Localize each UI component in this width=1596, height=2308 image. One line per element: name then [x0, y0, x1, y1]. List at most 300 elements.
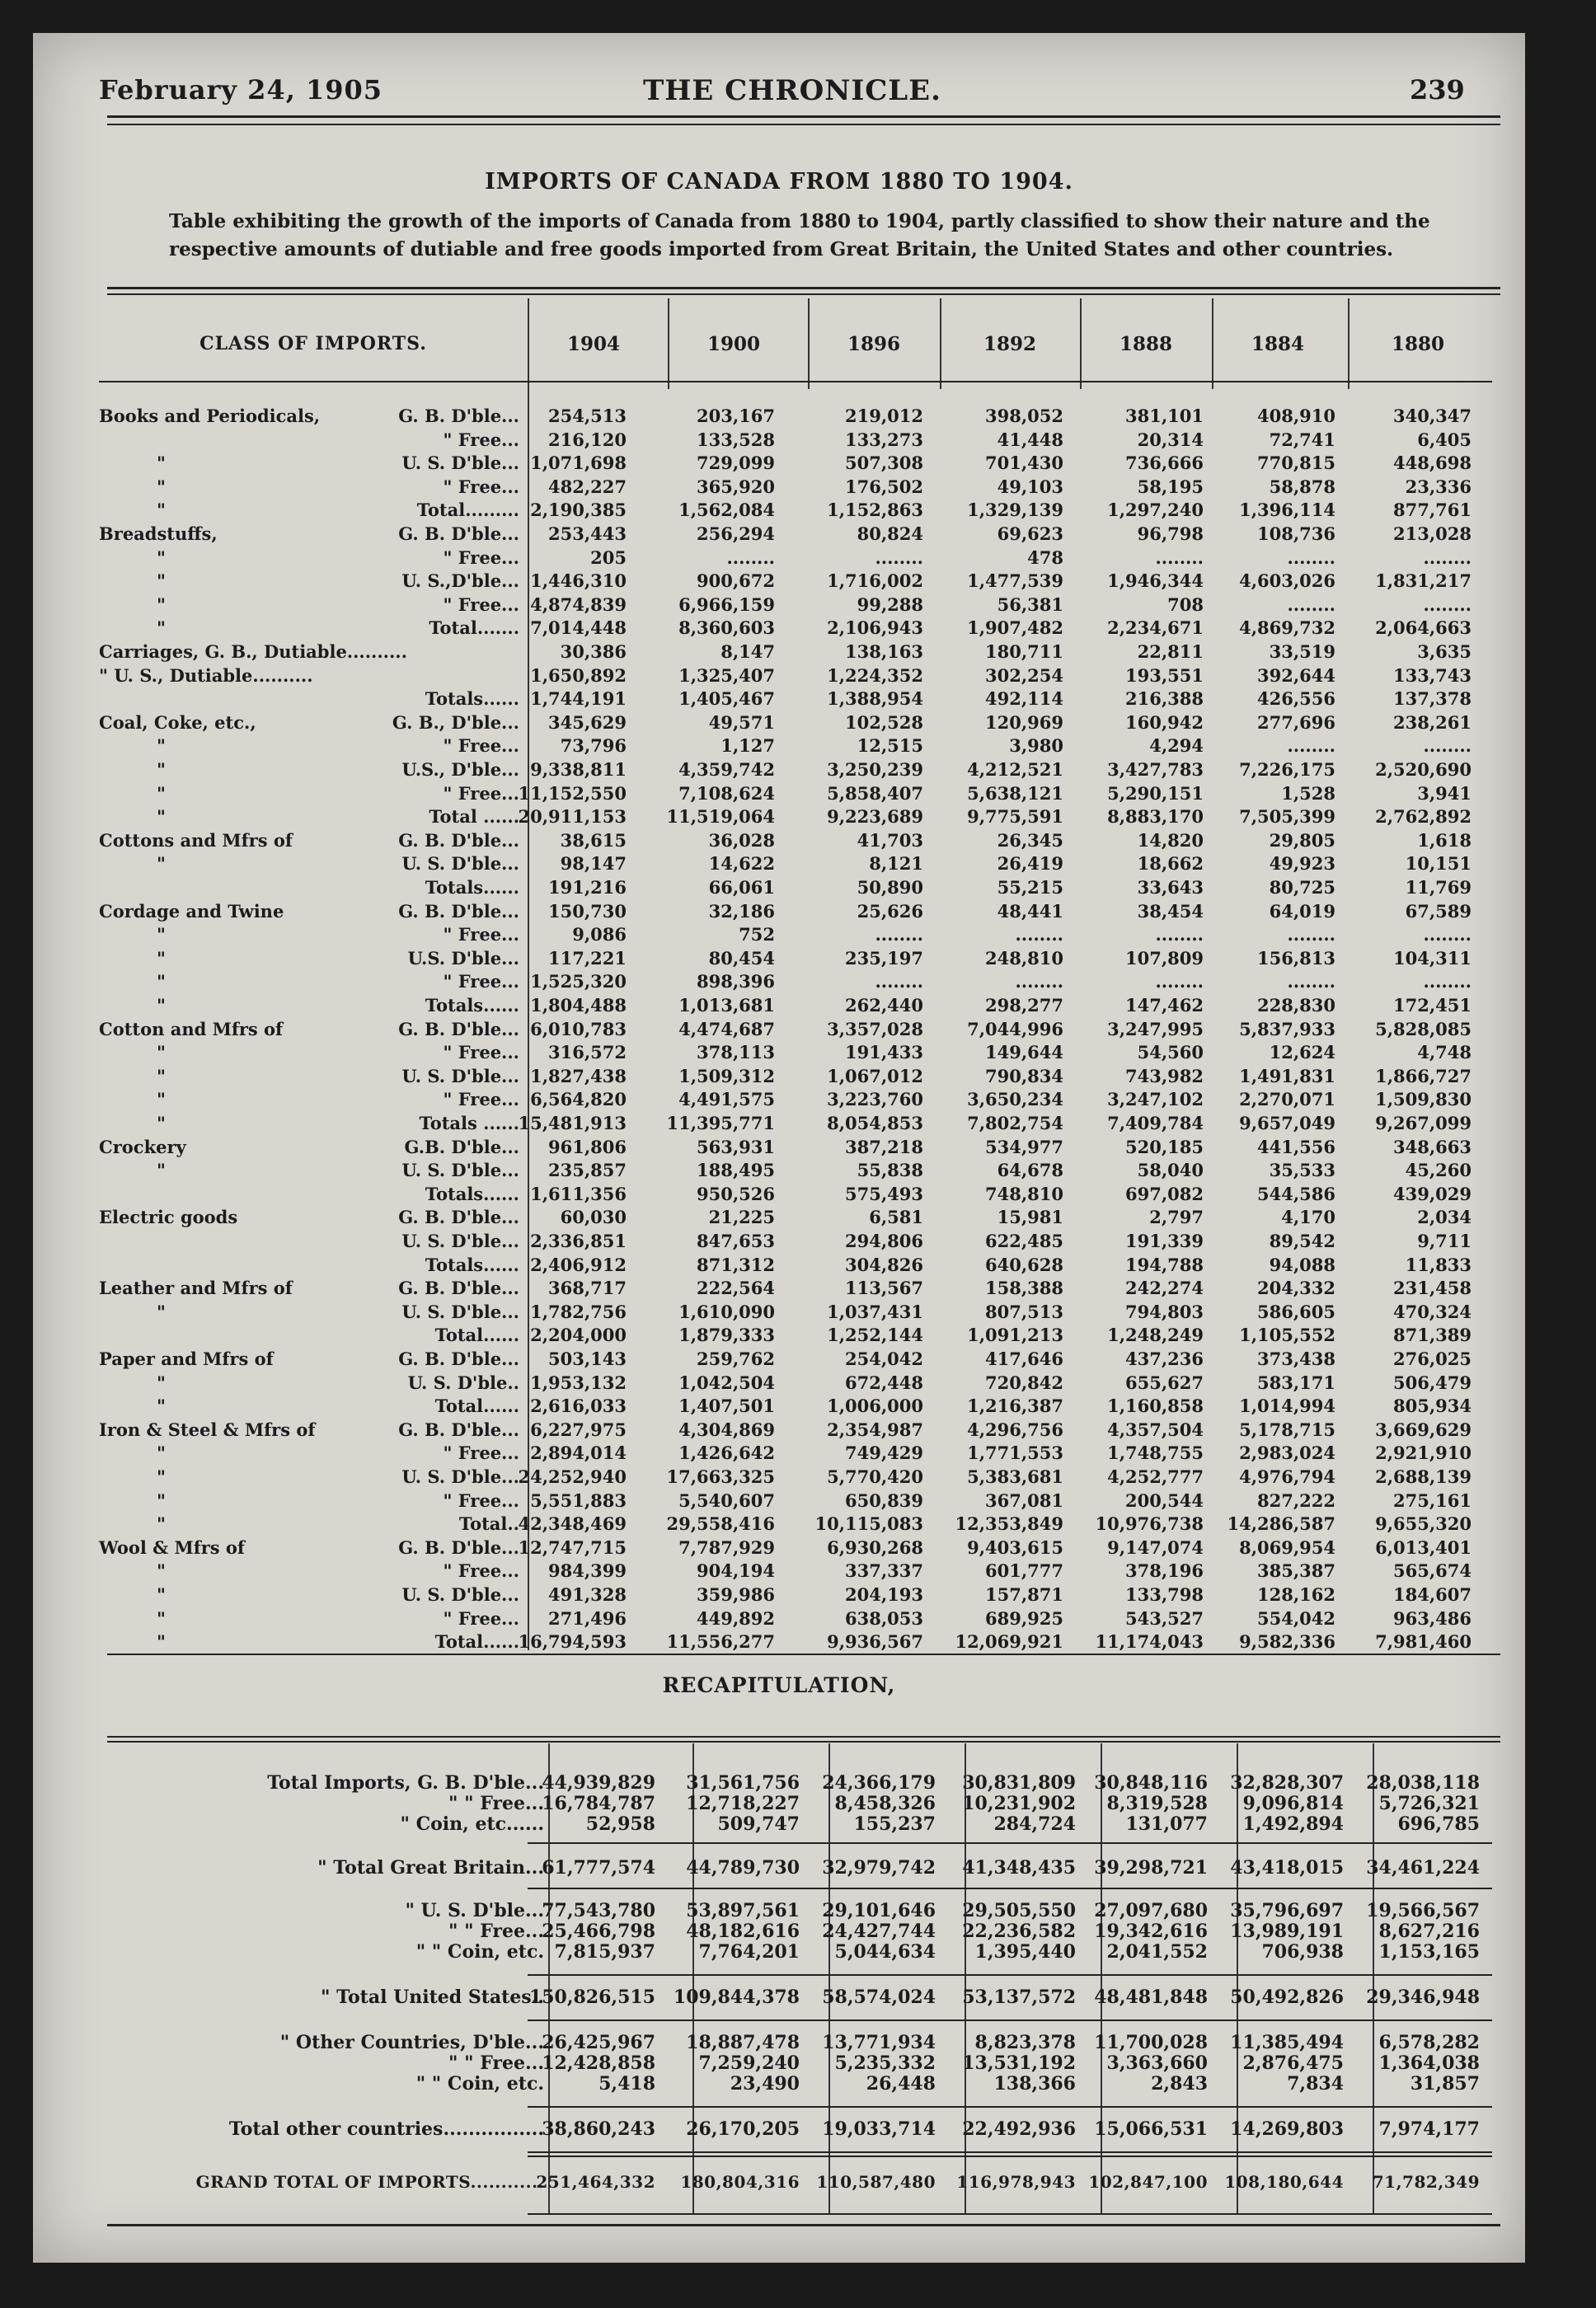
cell-1880: 439,029: [1393, 1183, 1472, 1204]
table-row: [99, 735, 1492, 758]
recap-cell-1880: 29,346,948: [1366, 1987, 1480, 2008]
cell-1880: 23,336: [1405, 476, 1472, 497]
cell-1884: 586,605: [1257, 1301, 1335, 1322]
row-sub-label: G. B. D'ble...: [398, 1278, 519, 1299]
recap-row-rule: [528, 2151, 1492, 2153]
cell-1888: ........: [1155, 547, 1204, 568]
row-class-label: ": [157, 1560, 166, 1582]
cell-1888: 33,643: [1137, 877, 1204, 898]
row-class-label: Paper and Mfrs of: [99, 1349, 274, 1369]
cell-1904: 5,551,883: [530, 1489, 627, 1511]
row-sub-label: U. S. D'ble...: [401, 1160, 519, 1181]
cell-1904: 205: [590, 547, 627, 568]
recap-cell-1896: 58,574,024: [822, 1987, 936, 2008]
recap-row-rule: [528, 1888, 1492, 1889]
cell-1884: ........: [1287, 593, 1335, 615]
cell-1888: 3,427,783: [1107, 759, 1204, 780]
recap-cell-1884: 11,385,494: [1230, 2032, 1344, 2053]
cell-1904: 24,252,940: [518, 1466, 627, 1487]
cell-1892: 56,381: [997, 593, 1063, 615]
table-row: [99, 1490, 1492, 1513]
cell-1904: 20,911,153: [518, 806, 627, 828]
row-sub-label: Totals......: [425, 688, 519, 710]
cell-1884: 385,387: [1257, 1560, 1335, 1582]
cell-1892: 12,353,849: [955, 1513, 1063, 1535]
cell-1880: 2,688,139: [1375, 1466, 1472, 1487]
cell-1884: 5,837,933: [1239, 1018, 1335, 1039]
row-class-label: Cottons and Mfrs of: [99, 829, 293, 851]
cell-1884: 80,725: [1269, 877, 1335, 898]
cell-1896: 2,354,987: [827, 1419, 923, 1440]
cell-1904: 1,953,132: [530, 1372, 627, 1393]
cell-1888: 1,248,249: [1107, 1325, 1204, 1346]
cell-1900: 188,495: [697, 1160, 775, 1181]
cell-1904: 4,874,839: [530, 593, 627, 615]
recap-cell-1884: 9,096,814: [1242, 1793, 1344, 1814]
recap-cell-1900: 180,804,316: [680, 2172, 800, 2192]
cell-1904: 1,071,698: [530, 453, 627, 474]
recap-row-label: " " Coin, etc.: [415, 2073, 544, 2095]
cell-1880: 1,866,727: [1375, 1065, 1472, 1086]
row-class-label: Breadstuffs,: [99, 523, 218, 544]
cell-1892: 701,430: [985, 453, 1063, 474]
recap-cell-1896: 5,044,634: [834, 1941, 936, 1963]
recap-row-label: " Coin, etc......: [400, 1813, 544, 1835]
cell-1896: 219,012: [845, 406, 923, 426]
cell-1892: 601,777: [985, 1560, 1063, 1582]
cell-1880: 2,762,892: [1375, 806, 1472, 828]
recap-cell-1904: 12,428,858: [542, 2052, 655, 2074]
recap-row-label: " " Free...: [448, 2052, 544, 2074]
recap-table: [99, 1743, 1492, 2238]
cell-1900: 7,108,624: [678, 782, 775, 804]
cell-1896: 5,770,420: [827, 1466, 923, 1487]
table-row: [99, 1372, 1492, 1396]
recap-cell-1888: 131,077: [1125, 1813, 1208, 1835]
recap-cell-1892: 22,492,936: [962, 2118, 1076, 2140]
row-class-label: ": [157, 617, 166, 639]
cell-1896: 102,528: [845, 711, 923, 733]
cell-1880: 2,921,910: [1375, 1442, 1472, 1464]
row-sub-label: " Free...: [443, 547, 519, 568]
cell-1884: 9,657,049: [1239, 1113, 1335, 1133]
cell-1904: 254,513: [548, 406, 627, 426]
cell-1904: 98,147: [560, 853, 627, 875]
cell-1904: 11,152,550: [518, 782, 627, 804]
cell-1904: 1,446,310: [530, 570, 627, 592]
recap-cell-1896: 24,427,744: [822, 1921, 936, 1942]
table-row: [99, 594, 1492, 617]
row-sub-label: G. B. D'ble...: [398, 523, 519, 544]
cell-1900: ........: [726, 547, 775, 568]
cell-1904: 1,744,191: [530, 688, 627, 710]
cell-1884: 1,396,114: [1239, 500, 1335, 521]
table-row: [99, 1466, 1492, 1489]
row-sub-label: G. B. D'ble...: [398, 1419, 519, 1440]
row-sub-label: Total.......: [429, 617, 519, 639]
publication-title: THE CHRONICLE.: [643, 74, 941, 107]
cell-1884: 4,869,732: [1239, 617, 1335, 639]
cell-1884: 392,644: [1257, 664, 1335, 686]
cell-1888: 743,982: [1125, 1065, 1204, 1086]
row-sub-label: " Free...: [443, 971, 519, 992]
cell-1896: 133,273: [845, 429, 923, 450]
cell-1896: 749,429: [845, 1442, 923, 1464]
recap-cell-1884: 108,180,644: [1224, 2172, 1344, 2192]
cell-1884: 58,878: [1269, 476, 1335, 497]
cell-1904: 961,806: [548, 1136, 627, 1157]
recap-cell-1892: 53,137,572: [962, 1987, 1076, 2008]
row-sub-label: Totals......: [425, 995, 519, 1016]
row-class-label: ": [157, 1042, 166, 1063]
cell-1904: 1,804,488: [530, 995, 627, 1016]
cell-1880: ........: [1423, 547, 1472, 568]
cell-1904: 491,328: [548, 1584, 627, 1605]
row-sub-label: U. S. D'ble...: [401, 853, 519, 875]
class-of-imports-header: CLASS OF IMPORTS.: [200, 333, 427, 354]
cell-1888: 193,551: [1125, 664, 1204, 686]
table-row: [99, 759, 1492, 782]
cell-1900: 1,042,504: [678, 1372, 775, 1393]
cell-1900: 133,528: [697, 429, 775, 450]
table-row: [99, 1184, 1492, 1207]
cell-1888: 1,748,755: [1107, 1442, 1204, 1464]
cell-1900: 1,610,090: [678, 1301, 775, 1322]
cell-1880: 3,635: [1417, 641, 1472, 662]
cell-1896: 575,493: [845, 1183, 923, 1204]
row-sub-label: U.S., D'ble...: [401, 759, 519, 780]
cell-1900: 1,426,642: [678, 1442, 775, 1464]
table-row: [99, 1019, 1492, 1042]
column-divider: [1080, 298, 1082, 389]
cell-1884: ........: [1287, 735, 1335, 757]
cell-1888: 147,462: [1125, 995, 1204, 1016]
cell-1892: 367,081: [985, 1489, 1063, 1511]
cell-1892: 248,810: [985, 947, 1063, 969]
cell-1896: 204,193: [845, 1584, 923, 1605]
recap-cell-1892: 8,823,378: [974, 2032, 1076, 2053]
row-class-label: ": [157, 1396, 166, 1417]
cell-1900: 5,540,607: [678, 1489, 775, 1511]
cell-1900: 847,653: [697, 1231, 775, 1251]
cell-1880: 213,028: [1393, 523, 1472, 544]
recap-cell-1904: 7,815,937: [554, 1941, 655, 1963]
cell-1888: 54,560: [1137, 1042, 1204, 1063]
cell-1880: 133,743: [1393, 664, 1472, 686]
cell-1888: 14,820: [1137, 829, 1204, 851]
cell-1904: 191,216: [548, 877, 627, 898]
row-class-label: ": [157, 1113, 166, 1133]
recap-cell-1884: 7,834: [1287, 2073, 1344, 2095]
cell-1880: 9,655,320: [1375, 1513, 1472, 1535]
table-row: [99, 1113, 1492, 1136]
recap-cell-1904: 52,958: [585, 1813, 655, 1835]
row-class-label: Leather and Mfrs of: [99, 1278, 293, 1299]
cell-1904: 316,572: [548, 1042, 627, 1063]
cell-1884: 2,270,071: [1239, 1089, 1335, 1110]
recap-cell-1904: 38,860,243: [542, 2118, 655, 2140]
row-sub-label: G. B. D'ble...: [398, 829, 519, 851]
cell-1896: 3,357,028: [827, 1018, 923, 1039]
table-row: [99, 1160, 1492, 1183]
cell-1904: 503,143: [548, 1349, 627, 1369]
cell-1880: ........: [1423, 735, 1472, 757]
cell-1900: 4,491,575: [678, 1089, 775, 1110]
row-class-label: ": [157, 593, 166, 615]
cell-1896: 12,515: [857, 735, 923, 757]
cell-1900: 1,879,333: [678, 1325, 775, 1346]
recap-cell-1884: 1,492,894: [1242, 1813, 1344, 1835]
cell-1888: 3,247,102: [1107, 1089, 1204, 1110]
recap-cell-1896: 155,237: [853, 1813, 936, 1835]
cell-1904: 9,338,811: [530, 759, 627, 780]
row-sub-label: U.S. D'ble...: [407, 947, 519, 969]
cell-1892: 689,925: [985, 1607, 1063, 1629]
table-row: [99, 1089, 1492, 1112]
table-row: [99, 1442, 1492, 1466]
table-top-rule: [107, 287, 1500, 289]
recap-cell-1884: 2,876,475: [1242, 2052, 1344, 2074]
cell-1892: 790,834: [985, 1065, 1063, 1086]
cell-1892: 64,678: [997, 1160, 1063, 1181]
recap-cell-1900: 12,718,227: [686, 1793, 800, 1814]
cell-1888: 160,942: [1125, 711, 1204, 733]
table-row: [99, 453, 1492, 476]
recap-cell-1888: 19,342,616: [1094, 1921, 1208, 1942]
cell-1884: 14,286,587: [1227, 1513, 1335, 1535]
cell-1896: 387,218: [845, 1136, 923, 1157]
recap-cell-1892: 116,978,943: [956, 2172, 1076, 2192]
cell-1888: 4,357,504: [1107, 1419, 1204, 1440]
header-rule-thin: [107, 124, 1500, 125]
recap-cell-1904: 26,425,967: [542, 2032, 655, 2053]
row-sub-label: G. B. D'ble...: [398, 1018, 519, 1039]
cell-1900: 1,405,467: [678, 688, 775, 710]
cell-1904: 60,030: [560, 1207, 627, 1228]
cell-1880: 470,324: [1393, 1301, 1472, 1322]
table-row: [99, 406, 1492, 429]
year-header-1888: 1888: [1119, 333, 1172, 355]
cell-1884: 12,624: [1269, 1042, 1335, 1063]
row-sub-label: G. B., D'ble...: [392, 711, 519, 733]
cell-1892: ........: [1015, 971, 1063, 992]
cell-1896: 254,042: [845, 1349, 923, 1369]
recap-row-label: " Total United States..: [321, 1987, 544, 2008]
cell-1896: ........: [875, 971, 923, 992]
cell-1880: 3,669,629: [1375, 1419, 1472, 1440]
cell-1888: ........: [1155, 971, 1204, 992]
row-sub-label: G. B. D'ble...: [398, 1207, 519, 1228]
cell-1900: 449,892: [697, 1607, 775, 1629]
row-class-label: ": [157, 924, 166, 945]
cell-1896: 6,581: [869, 1207, 923, 1228]
cell-1892: 1,216,387: [967, 1396, 1063, 1417]
recap-row-label: " " Coin, etc.: [415, 1941, 544, 1963]
cell-1888: 22,811: [1137, 641, 1204, 662]
recap-cell-1892: 284,724: [993, 1813, 1076, 1835]
recap-cell-1904: 77,543,780: [542, 1900, 655, 1921]
cell-1900: 21,225: [708, 1207, 775, 1228]
row-class-label: ": [157, 476, 166, 497]
cell-1884: 277,696: [1257, 711, 1335, 733]
cell-1888: 378,196: [1125, 1560, 1204, 1582]
cell-1880: 1,831,217: [1375, 570, 1472, 592]
cell-1888: 58,195: [1137, 476, 1204, 497]
row-class-label: ": [157, 1160, 166, 1181]
cell-1892: 622,485: [985, 1231, 1063, 1251]
cell-1888: 381,101: [1125, 406, 1204, 426]
cell-1892: 3,980: [1009, 735, 1063, 757]
recap-cell-1896: 5,235,332: [834, 2052, 936, 2074]
recap-cell-1880: 1,364,038: [1378, 2052, 1480, 2074]
cell-1892: 120,969: [985, 711, 1063, 733]
cell-1896: 1,006,000: [827, 1396, 923, 1417]
cell-1892: 9,403,615: [967, 1536, 1063, 1558]
cell-1880: 348,663: [1393, 1136, 1472, 1157]
cell-1896: 5,858,407: [827, 782, 923, 804]
recap-cell-1896: 19,033,714: [822, 2118, 936, 2140]
cell-1900: 49,571: [708, 711, 775, 733]
cell-1884: 33,519: [1269, 641, 1335, 662]
row-sub-label: G. B. D'ble...: [398, 406, 519, 426]
cell-1888: 794,803: [1125, 1301, 1204, 1322]
cell-1884: ........: [1287, 971, 1335, 992]
cell-1888: 58,040: [1137, 1160, 1204, 1181]
cell-1884: 426,556: [1257, 688, 1335, 710]
cell-1892: 9,775,591: [967, 806, 1063, 828]
cell-1892: 478: [1027, 547, 1063, 568]
row-class-label: ": [157, 1466, 166, 1487]
year-header-1892: 1892: [983, 333, 1036, 355]
cell-1880: 340,347: [1393, 406, 1472, 426]
recap-cell-1880: 71,782,349: [1372, 2172, 1480, 2192]
cell-1884: 408,910: [1257, 406, 1335, 426]
recap-cell-1880: 31,857: [1410, 2073, 1480, 2095]
table-row: [99, 1537, 1492, 1560]
row-class-label: Crockery: [99, 1136, 186, 1157]
cell-1888: 655,627: [1125, 1372, 1204, 1393]
recap-cell-1904: 61,777,574: [542, 1857, 655, 1879]
cell-1904: 73,796: [560, 735, 627, 757]
cell-1888: 543,527: [1125, 1607, 1204, 1629]
recap-row-label: Total other countries................: [228, 2118, 544, 2140]
recap-cell-1880: 6,578,282: [1378, 2032, 1480, 2053]
cell-1900: 900,672: [697, 570, 775, 592]
cell-1896: 9,223,689: [827, 806, 923, 828]
cell-1904: 117,221: [548, 947, 627, 969]
recap-top-rule: [107, 1736, 1500, 1738]
row-class-label: Books and Periodicals,: [99, 406, 321, 426]
year-header-1904: 1904: [566, 333, 620, 355]
row-class-label: Cordage and Twine: [99, 900, 284, 922]
cell-1900: 256,294: [697, 523, 775, 544]
cell-1884: ........: [1287, 547, 1335, 568]
table-row: [99, 665, 1492, 688]
cell-1900: 222,564: [697, 1278, 775, 1299]
cell-1896: 80,824: [857, 523, 923, 544]
table-row: [99, 948, 1492, 971]
table-row: [99, 617, 1492, 640]
cell-1900: 1,407,501: [678, 1396, 775, 1417]
cell-1900: 359,986: [697, 1584, 775, 1605]
row-sub-label: Total..: [458, 1513, 519, 1535]
page-number: 239: [1410, 74, 1465, 106]
cell-1900: 871,312: [697, 1254, 775, 1275]
recap-cell-1900: 7,764,201: [698, 1941, 800, 1963]
cell-1900: 66,061: [708, 877, 775, 898]
cell-1880: 565,674: [1393, 1560, 1472, 1582]
recap-cell-1880: 7,974,177: [1378, 2118, 1480, 2140]
cell-1896: 25,626: [857, 900, 923, 922]
cell-1904: 368,717: [548, 1278, 627, 1299]
cell-1904: 15,481,913: [518, 1113, 627, 1133]
recap-cell-1900: 31,561,756: [686, 1772, 800, 1794]
cell-1896: 638,053: [845, 1607, 923, 1629]
table-row: [99, 853, 1492, 876]
cell-1892: 640,628: [985, 1254, 1063, 1275]
cell-1896: 507,308: [845, 453, 923, 474]
recap-cell-1892: 10,231,902: [962, 1793, 1076, 1814]
table-row: [99, 1560, 1492, 1583]
cell-1896: 191,433: [845, 1042, 923, 1063]
cell-1892: 4,212,521: [967, 759, 1063, 780]
table-row: [99, 783, 1492, 806]
recap-row-label: " " Free...: [448, 1921, 544, 1942]
cell-1904: 6,010,783: [530, 1018, 627, 1039]
recap-cell-1884: 14,269,803: [1230, 2118, 1344, 2140]
table-row: [99, 901, 1492, 924]
cell-1888: 2,234,671: [1107, 617, 1204, 639]
recap-cell-1888: 48,481,848: [1094, 1987, 1208, 2008]
cell-1888: 708: [1167, 593, 1204, 615]
table-title: IMPORTS OF CANADA FROM 1880 TO 1904.: [485, 169, 1073, 195]
table-row: [99, 995, 1492, 1018]
cell-1896: 3,250,239: [827, 759, 923, 780]
table-row: [99, 1042, 1492, 1065]
cell-1884: 7,505,399: [1239, 806, 1335, 828]
recap-cell-1880: 5,726,321: [1378, 1793, 1480, 1814]
cell-1904: 216,120: [548, 429, 627, 450]
cell-1888: 2,797: [1149, 1207, 1204, 1228]
cell-1904: 2,204,000: [530, 1325, 627, 1346]
recap-cell-1884: 50,492,826: [1230, 1987, 1344, 2008]
cell-1900: 29,558,416: [666, 1513, 775, 1535]
cell-1892: 1,477,539: [967, 570, 1063, 592]
cell-1880: ........: [1423, 593, 1472, 615]
row-class-label: Electric goods: [99, 1207, 238, 1228]
cell-1884: 49,923: [1269, 853, 1335, 875]
cell-1904: 16,794,593: [518, 1631, 627, 1653]
row-sub-label: U. S.,D'ble...: [401, 570, 519, 592]
table-row: [99, 1255, 1492, 1278]
table-row: [99, 1349, 1492, 1372]
recap-row-rule: [528, 1974, 1492, 1976]
cell-1884: 1,528: [1281, 782, 1335, 804]
table-row: [99, 1513, 1492, 1536]
recap-cell-1904: 5,418: [598, 2073, 655, 2095]
table-row: [99, 523, 1492, 547]
cell-1892: 1,091,213: [967, 1325, 1063, 1346]
cell-1904: 7,014,448: [530, 617, 627, 639]
cell-1900: 1,325,407: [678, 664, 775, 686]
recap-cell-1884: 43,418,015: [1230, 1857, 1344, 1879]
cell-1884: 5,178,715: [1239, 1419, 1335, 1440]
cell-1880: 1,618: [1417, 829, 1472, 851]
recap-cell-1880: 19,566,567: [1366, 1900, 1480, 1921]
cell-1892: 26,345: [997, 829, 1063, 851]
cell-1884: 156,813: [1257, 947, 1335, 969]
cell-1900: 14,622: [708, 853, 775, 875]
